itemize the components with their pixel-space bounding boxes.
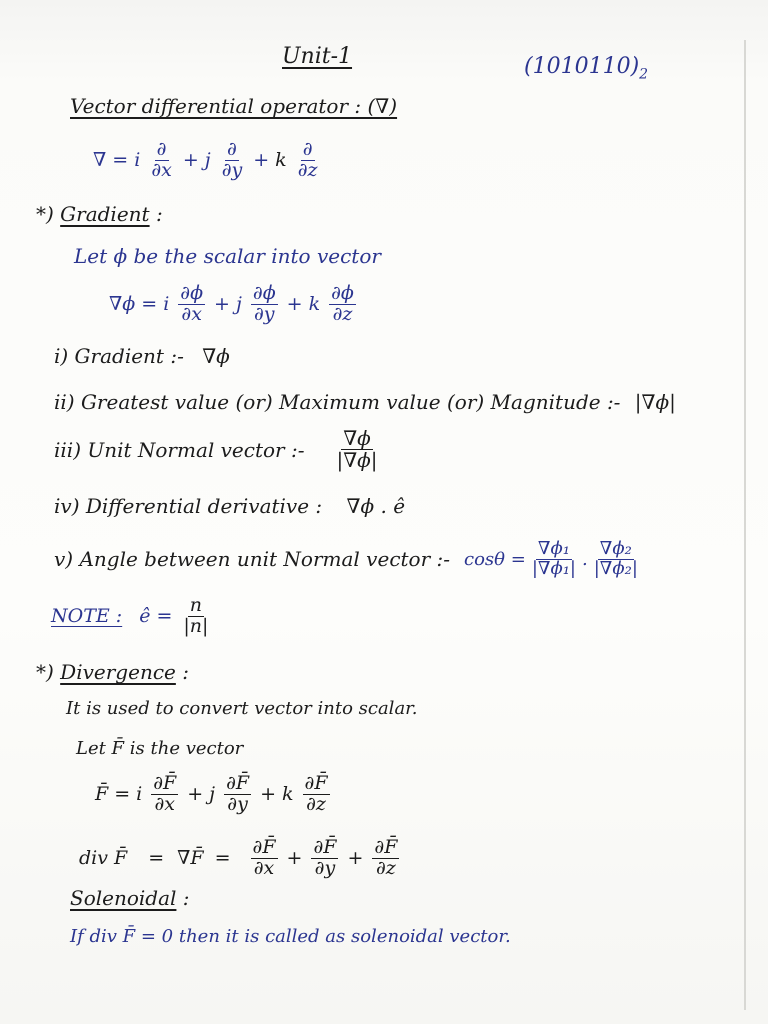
gradient-item-v-den2: |∇ϕ₂| (593, 557, 638, 579)
div-vec-t1-coef: i (136, 783, 143, 806)
div-eq-1: = (148, 847, 165, 870)
note-row (48, 596, 216, 637)
div-d1-frac (248, 838, 281, 879)
note-lhs: ê = (139, 605, 173, 628)
gradient-item-i (54, 344, 230, 368)
vdo-t3-den: ∂z (297, 158, 318, 181)
div-d1-num: ∂F̄ (252, 836, 276, 858)
gradient-item-iv-label: iv) Differential derivative : (54, 494, 323, 518)
gradient-item-ii-label: ii) Greatest value (or) Maximum value (or) Magnitude :- (54, 390, 621, 414)
grad-t1-frac (175, 284, 208, 325)
gradient-item-iii-frac (334, 428, 379, 471)
vdo-t3-frac (293, 140, 323, 181)
solenoidal-heading: Solenoidal (70, 886, 177, 910)
divergence-colon: : (182, 660, 189, 684)
gradient-item-iii (54, 428, 384, 471)
div-plus-2: + (347, 847, 364, 870)
gradient-intro: Let ϕ be the scalar into vector (74, 244, 381, 268)
vdo-plus-2: + (253, 149, 270, 172)
binary-code-value: (1010110) (524, 54, 640, 79)
vdo-t1-den: ∂x (151, 158, 172, 181)
div-d2-den: ∂y (314, 856, 336, 879)
note-frac (178, 596, 213, 637)
unit-title: Unit-1 (282, 44, 353, 69)
divergence-line1: It is used to convert vector into scalar. (66, 698, 418, 719)
div-d3-num: ∂F̄ (374, 836, 398, 858)
grad-lhs: ∇ϕ = (109, 293, 158, 316)
gradient-item-iii-num: ∇ϕ (343, 426, 371, 450)
gradient-heading: Gradient (60, 202, 150, 226)
vdo-t1-frac (146, 140, 177, 181)
gradient-item-ii (54, 390, 676, 414)
grad-t2-frac (248, 284, 281, 325)
gradient-item-v (54, 540, 644, 579)
gradient-item-i-value: ∇ϕ (202, 344, 230, 368)
grad-t3-num: ∂ϕ (331, 282, 354, 304)
grad-t1-den: ∂x (181, 302, 202, 325)
div-vec-t3-coef: k (282, 783, 294, 806)
div-mid: ∇F̄ (177, 847, 204, 870)
div-eq-2: = (214, 847, 231, 870)
vdo-t2-coef: j (204, 149, 211, 172)
div-vec-t2-num: ∂F̄ (226, 772, 250, 794)
gradient-heading-row (36, 202, 163, 226)
note-label: NOTE : (51, 605, 123, 628)
gradient-item-v-den1: |∇ϕ₁| (531, 557, 576, 579)
vdo-equation (90, 140, 326, 181)
div-vec-t1-num: ∂F̄ (153, 772, 177, 794)
divergence-heading: Divergence (60, 660, 176, 684)
grad-t2-den: ∂y (253, 302, 275, 325)
div-lhs: div F̄ (79, 847, 128, 870)
note-num: n (189, 594, 203, 616)
gradient-bullet: *) (36, 202, 54, 226)
gradient-colon: : (155, 202, 163, 226)
vdo-t1-num: ∂ (156, 138, 167, 160)
vdo-t1-coef: i (134, 149, 141, 172)
vdo-t2-frac (217, 140, 248, 181)
vdo-plus-1: + (182, 149, 199, 172)
gradient-item-i-label: i) Gradient :- (54, 344, 184, 368)
grad-t3-frac (326, 284, 359, 325)
grad-t1-coef: i (163, 293, 170, 316)
div-d2-num: ∂F̄ (313, 836, 337, 858)
gradient-item-iii-den: |∇ϕ| (336, 448, 378, 472)
gradient-item-iv-value: ∇ϕ . ê (346, 494, 406, 518)
div-vec-t1-frac (148, 774, 181, 815)
page-edge (744, 40, 746, 1010)
div-d1-den: ∂x (253, 856, 275, 879)
solenoidal-colon: : (182, 886, 190, 910)
div-vec-t3-den: ∂z (306, 792, 326, 815)
gradient-item-v-num2: ∇ϕ₂ (599, 538, 632, 559)
grad-t1-num: ∂ϕ (180, 282, 204, 304)
div-vec-plus-1: + (187, 783, 204, 806)
div-d3-frac (369, 838, 402, 879)
vdo-lhs: ∇ = (93, 149, 129, 172)
divergence-div-eq (76, 838, 405, 879)
div-vec-t3-num: ∂F̄ (304, 772, 328, 794)
gradient-item-iv (54, 494, 405, 518)
divergence-line2: Let F̄ is the vector (76, 738, 244, 759)
divergence-vector-eq (92, 774, 336, 815)
note-den: |n| (183, 614, 209, 637)
gradient-item-ii-value: |∇ϕ| (634, 390, 676, 414)
gradient-item-v-dot: . (582, 548, 588, 570)
gradient-item-iii-label: iii) Unit Normal vector :- (54, 437, 305, 462)
vdo-t2-num: ∂ (227, 138, 237, 160)
gradient-item-v-frac1 (530, 540, 578, 579)
gradient-item-v-num1: ∇ϕ₁ (537, 538, 570, 559)
solenoidal-line: If div F̄ = 0 then it is called as solenoidal vector. (70, 926, 511, 947)
div-vec-t2-den: ∂y (227, 792, 248, 815)
div-vec-t3-frac (300, 774, 333, 815)
div-vec-plus-2: + (260, 783, 277, 806)
vdo-heading: Vector differential operator : (∇) (70, 94, 398, 118)
binary-code-base: 2 (639, 66, 649, 83)
binary-code (524, 54, 648, 82)
solenoidal-heading-row (70, 886, 190, 910)
gradient-item-v-cos: cosθ = (464, 548, 526, 570)
div-plus-1: + (286, 847, 303, 870)
divergence-heading-row (36, 660, 189, 684)
divergence-bullet: *) (36, 660, 54, 684)
vdo-t2-den: ∂y (221, 158, 243, 181)
div-vec-lhs: F̄ = (95, 783, 131, 806)
grad-plus-1: + (214, 293, 230, 316)
grad-t3-den: ∂z (332, 302, 353, 325)
gradient-item-v-label: v) Angle between unit Normal vector :- (54, 547, 451, 572)
grad-t2-num: ∂ϕ (252, 282, 276, 304)
div-d2-frac (308, 838, 341, 879)
div-vec-t1-den: ∂x (154, 792, 176, 815)
gradient-equation (106, 284, 362, 325)
vdo-t3-coef: k (275, 149, 287, 172)
vdo-t3-num: ∂ (302, 138, 313, 160)
gradient-item-v-frac2 (592, 540, 640, 579)
div-vec-t2-frac (221, 774, 254, 815)
grad-plus-2: + (286, 293, 303, 316)
div-vec-t2-coef: j (209, 783, 216, 806)
div-d3-den: ∂z (375, 856, 396, 879)
grad-t2-coef: j (235, 293, 242, 316)
grad-t3-coef: k (308, 293, 321, 316)
